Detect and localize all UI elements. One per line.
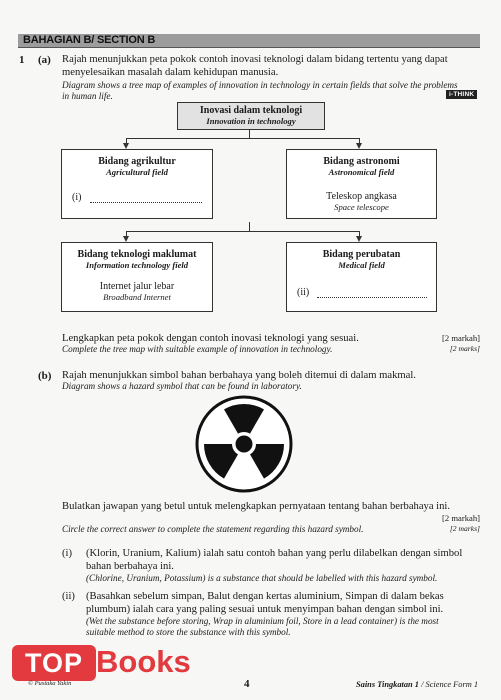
it-field-label: Bidang teknologi maklumat <box>77 249 197 260</box>
tree-connector <box>126 231 360 232</box>
item-ii-text <box>86 591 482 616</box>
tree-root-label-en: Innovation in technology <box>206 116 296 126</box>
medical-blank-label: (ii) <box>297 287 310 298</box>
part-a-instruction: Lengkapkan peta pokok dengan contoh inovasi teknologi yang sesuai. <box>62 333 359 344</box>
astro-field-label-en: Astronomical field <box>328 167 395 177</box>
astro-field-box <box>286 149 437 219</box>
item-ii-line2-en: suitable method to store the substance with this symbol. <box>86 626 291 637</box>
radiation-hazard-icon <box>194 394 294 494</box>
part-a-text-ms <box>62 54 482 79</box>
agri-blank-label: (i) <box>72 192 82 203</box>
agri-answer-line[interactable] <box>90 202 202 203</box>
part-b-text-en: Diagram shows a hazard symbol that can be found in laboratory. <box>62 381 302 391</box>
part-a-marks: [2 markah] <box>442 333 480 343</box>
part-b-text: Rajah menunjukkan simbol bahan berbahaya yang boleh ditemui di dalam makmal. <box>62 370 416 381</box>
footer-book-title-ms: Sains Tingkatan 1 <box>356 680 419 689</box>
footer-book-title-en: / Science Form 1 <box>419 680 479 689</box>
medical-field-label-en: Medical field <box>338 260 385 270</box>
part-b-marks: [2 markah] <box>442 513 480 523</box>
item-i-line2: bahan berbahaya ini. <box>86 560 174 572</box>
item-i-line1[interactable]: (Klorin, Uranium, Kalium) ialah satu contoh bahan yang perlu dilabelkan dengan simbol <box>86 548 463 559</box>
item-i-number: (i) <box>62 548 72 559</box>
medical-field-label: Bidang perubatan <box>322 249 401 260</box>
tree-root-box <box>177 102 325 130</box>
item-i-text-en: (Chlorine, Uranium, Potassium) is a substance that should be labelled with this hazard symbol. <box>86 573 438 583</box>
part-a-text-en-line2: in human life. <box>62 90 113 101</box>
agri-field-label-en: Agricultural field <box>106 167 168 177</box>
section-header <box>18 34 480 48</box>
tree-connector <box>126 138 360 139</box>
item-i-text <box>86 548 482 573</box>
item-ii-line2[interactable]: plumbum) ialah cara yang paling sesuai untuk menyimpan bahan dengan simbol ini. <box>86 603 444 615</box>
footer-publisher: © Pustaka Yakin <box>28 680 72 687</box>
topbooks-logo-top: TOP <box>12 645 96 681</box>
part-a-instruction-en: Complete the tree map with suitable example of innovation in technology. <box>62 344 333 354</box>
agri-field-label: Bidang agrikultur <box>98 156 176 167</box>
item-ii-number: (ii) <box>62 591 75 602</box>
part-a-marks-en: [2 marks] <box>449 344 480 353</box>
medical-field-box <box>286 242 437 312</box>
part-a-text-ms-line1: Rajah menunjukkan peta pokok contoh inovasi teknologi dalam bidang tertentu yang dapat <box>62 54 448 65</box>
astro-example-en: Space telescope <box>334 202 389 212</box>
astro-example: Teleskop angkasa <box>326 191 397 202</box>
page-number: 4 <box>244 678 250 690</box>
tree-root-label: Inovasi dalam teknologi <box>199 105 303 116</box>
part-b-instruction-en: Circle the correct answer to complete the statement regarding this hazard symbol. <box>62 524 364 534</box>
part-a-text-en-line1: Diagram shows a tree map of examples of innovation in technology in certain fields that solve the problems <box>62 80 458 90</box>
item-ii-line1[interactable]: (Basahkan sebelum simpan, Balut dengan kertas aluminium, Simpan di dalam bekas <box>86 591 444 602</box>
astro-field-label: Bidang astronomi <box>323 156 400 167</box>
question-number: 1 <box>19 54 25 66</box>
it-field-box <box>61 242 213 312</box>
part-b-label: (b) <box>38 370 52 382</box>
part-a-text-ms-line2: menyelesaikan masalah dalam kehidupan manusia. <box>62 66 279 78</box>
item-ii-line1-en: (Wet the substance before storing, Wrap in aluminium foil, Store in a lead container) is the most <box>86 616 439 626</box>
ithink-badge: i-THINK <box>446 90 477 99</box>
part-a-label: (a) <box>38 54 51 66</box>
it-example: Internet jalur lebar <box>99 281 175 292</box>
topbooks-logo-books: Books <box>96 644 191 679</box>
tree-connector <box>249 129 250 138</box>
it-example-en: Broadband Internet <box>103 292 171 302</box>
section-title: BAHAGIAN B/ SECTION B <box>23 34 156 46</box>
footer-book-title <box>356 680 478 689</box>
part-a-text-en <box>62 80 482 101</box>
agri-field-box <box>61 149 213 219</box>
tree-connector <box>249 222 250 231</box>
part-b-marks-en: [2 marks] <box>449 524 480 533</box>
it-field-label-en: Information technology field <box>85 260 189 270</box>
part-b-instruction: Bulatkan jawapan yang betul untuk melengkapkan pernyataan tentang bahan berbahaya ini. <box>62 501 451 512</box>
item-ii-text-en <box>86 616 482 637</box>
medical-answer-line[interactable] <box>317 297 427 298</box>
